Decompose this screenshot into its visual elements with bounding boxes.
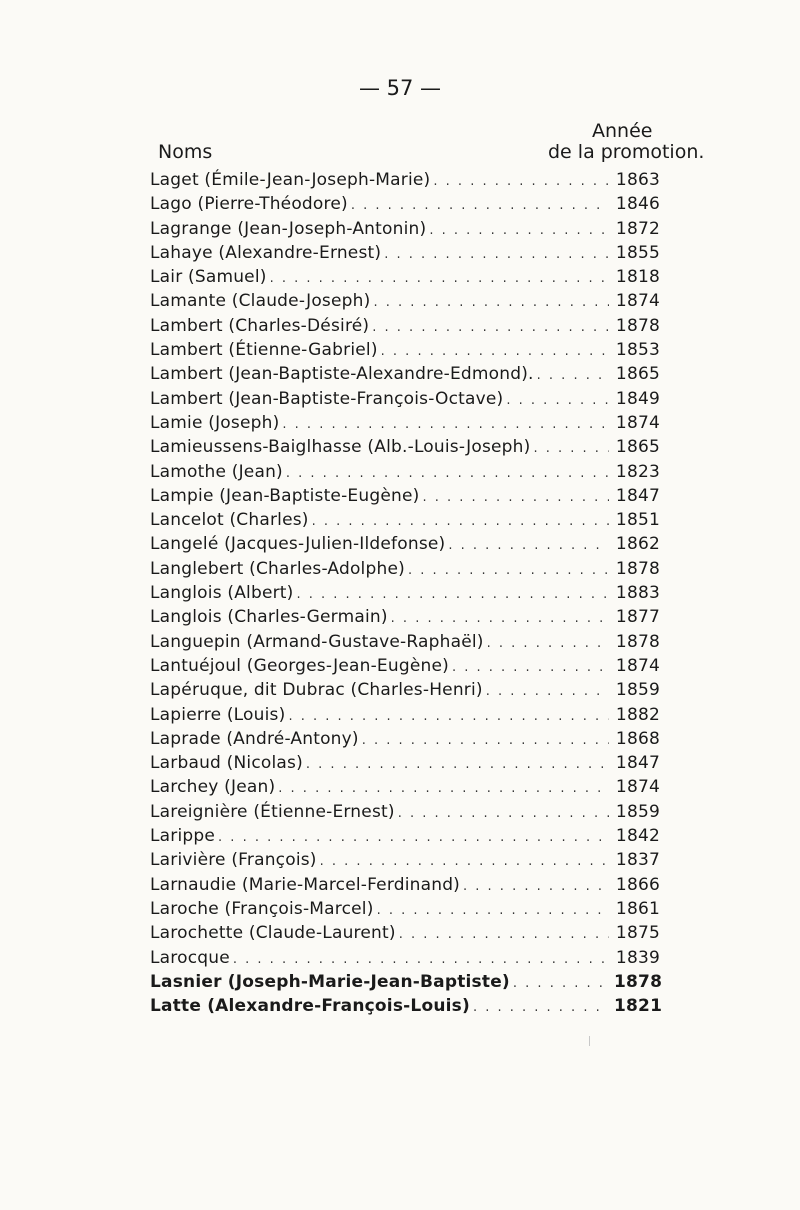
entry-name: Langlois (Charles-Germain) [150, 607, 388, 628]
dot-leader [399, 923, 609, 947]
page-number: — 57 — [358, 76, 442, 100]
dot-leader [218, 826, 609, 850]
dot-leader [537, 364, 609, 388]
list-item [150, 484, 660, 508]
dot-leader [422, 486, 609, 510]
list-item [150, 387, 660, 411]
dot-leader [398, 802, 609, 826]
list-item [150, 508, 660, 532]
entry-year: 1821 [614, 996, 663, 1017]
dot-leader [533, 437, 609, 461]
list-item [150, 581, 660, 605]
list-item [150, 168, 660, 192]
dot-leader [391, 607, 609, 631]
dot-leader [452, 656, 609, 680]
entry-year: 1874 [615, 291, 660, 312]
list-item [150, 751, 660, 775]
entry-name: Laprade (André-Antony) [150, 728, 359, 749]
entry-name: Larocque [150, 947, 230, 968]
entry-name: Larivière (François) [150, 850, 317, 871]
entry-name: Laget (Émile-Jean-Joseph-Marie) [150, 170, 431, 190]
list-item [150, 241, 660, 265]
dot-leader [278, 777, 609, 801]
entry-year: 1853 [615, 340, 660, 361]
entry-name: Languepin (Armand-Gustave-Raphaël) [150, 631, 484, 652]
entry-name: Lapierre (Louis) [150, 704, 286, 725]
entry-year: 1818 [615, 267, 660, 288]
entry-name: Lapéruque, dit Dubrac (Charles-Henri) [150, 680, 483, 701]
entry-year: 1846 [615, 194, 660, 215]
list-item [150, 678, 660, 702]
column-header-names: Noms [158, 141, 213, 163]
entry-name: Laroche (François-Marcel) [150, 898, 374, 919]
entry-list [150, 168, 663, 1018]
entry-year: 1883 [615, 583, 660, 604]
entry-year: 1865 [615, 437, 660, 458]
list-item [150, 557, 660, 581]
list-item [150, 703, 660, 727]
entry-name: Langelé (Jacques-Julien-Ildefonse) [150, 534, 446, 555]
entry-year: 1878 [615, 631, 660, 652]
dot-leader [487, 632, 609, 656]
entry-name: Larnaudie (Marie-Marcel-Ferdinand) [150, 874, 461, 895]
list-item [150, 338, 660, 362]
entry-year: 1842 [615, 826, 660, 847]
entry-year: 1878 [614, 971, 663, 992]
entry-year: 1849 [615, 388, 660, 409]
dot-leader [513, 972, 609, 996]
list-item [150, 630, 660, 654]
dot-leader [270, 267, 609, 291]
entry-name: Lahaye (Alexandre-Ernest) [150, 242, 382, 263]
entry-name: Lamie (Joseph) [150, 412, 280, 433]
entry-name: Lancelot (Charles) [150, 510, 309, 531]
entry-year: 1855 [615, 242, 660, 263]
dot-leader [233, 948, 609, 972]
entry-year: 1862 [615, 534, 660, 555]
entry-name: Lamothe (Jean) [150, 461, 283, 482]
entry-name: Lago (Pierre-Théodore) [150, 194, 348, 215]
dot-leader [282, 413, 609, 437]
list-item [150, 289, 660, 313]
column-header-year-line1: Année [592, 120, 653, 142]
entry-name: Langlois (Albert) [150, 583, 294, 604]
list-item [150, 970, 663, 994]
entry-year: 1865 [615, 364, 660, 385]
entry-name: Lambert (Jean-Baptiste-Alexandre-Edmond). [150, 364, 534, 385]
entry-year: 1847 [615, 753, 660, 774]
dot-leader [373, 291, 609, 315]
dot-leader [433, 170, 609, 194]
entry-name: Lambert (Étienne-Gabriel) [150, 340, 378, 361]
entry-year: 1861 [615, 898, 660, 919]
entry-year: 1875 [615, 923, 660, 944]
entry-year: 1866 [615, 874, 660, 895]
entry-year: 1823 [615, 461, 660, 482]
entry-year: 1874 [615, 777, 660, 798]
entry-year: 1874 [615, 412, 660, 433]
list-item [150, 873, 660, 897]
list-item [150, 800, 660, 824]
entry-name: Lambert (Charles-Désiré) [150, 315, 370, 336]
entry-name: Lagrange (Jean-Joseph-Antonin) [150, 218, 427, 239]
list-item [150, 192, 660, 216]
entry-year: 1863 [615, 170, 660, 190]
dot-leader [429, 219, 609, 243]
entry-year: 1878 [615, 315, 660, 336]
list-item [150, 994, 663, 1018]
entry-year: 1882 [615, 704, 660, 725]
dot-leader [312, 510, 609, 534]
entry-name: Larchey (Jean) [150, 777, 276, 798]
list-item [150, 775, 660, 799]
list-item [150, 824, 660, 848]
entry-year: 1859 [615, 801, 660, 822]
list-item [150, 654, 660, 678]
dot-leader [288, 705, 609, 729]
list-item [150, 848, 660, 872]
dot-leader [372, 316, 609, 340]
list-item [150, 435, 660, 459]
list-item [150, 265, 660, 289]
entry-name: Lamieussens-Baiglhasse (Alb.-Louis-Joseph) [150, 437, 531, 458]
dot-leader [381, 340, 609, 364]
dot-leader [486, 680, 609, 704]
entry-name: Lampie (Jean-Baptiste-Eugène) [150, 485, 420, 506]
list-item [150, 460, 660, 484]
dot-leader [463, 875, 609, 899]
list-item [150, 362, 660, 386]
dot-leader [448, 534, 609, 558]
dot-leader [306, 753, 609, 777]
list-item [150, 727, 660, 751]
list-item [150, 217, 660, 241]
list-item [150, 946, 660, 970]
entry-name: Larochette (Claude-Laurent) [150, 923, 396, 944]
entry-year: 1874 [615, 655, 660, 676]
entry-year: 1878 [615, 558, 660, 579]
list-item [150, 897, 660, 921]
list-item [150, 921, 660, 945]
entry-year: 1859 [615, 680, 660, 701]
list-item [150, 411, 660, 435]
entry-name: Lantuéjoul (Georges-Jean-Eugène) [150, 655, 449, 676]
entry-name: Larippe [150, 826, 216, 847]
entry-name: Lamante (Claude-Joseph) [150, 291, 371, 312]
entry-year: 1847 [615, 485, 660, 506]
entry-name: Lair (Samuel) [150, 267, 267, 288]
entry-year: 1837 [615, 850, 660, 871]
entry-year: 1839 [615, 947, 660, 968]
entry-year: 1877 [615, 607, 660, 628]
entry-name: Larbaud (Nicolas) [150, 753, 303, 774]
list-item [150, 605, 660, 629]
entry-name: Latte (Alexandre-François-Louis) [150, 996, 470, 1017]
list-item [150, 532, 660, 556]
dot-leader [377, 899, 609, 923]
dot-leader [506, 389, 609, 413]
dot-leader [408, 559, 609, 583]
dot-leader [286, 462, 609, 486]
dot-leader [473, 996, 609, 1020]
entry-year: 1872 [615, 218, 660, 239]
entry-name: Lareignière (Étienne-Ernest) [150, 801, 395, 822]
entry-name: Lambert (Jean-Baptiste-François-Octave) [150, 388, 504, 409]
stray-mark [589, 1036, 590, 1046]
dot-leader [362, 729, 609, 753]
list-item [150, 314, 660, 338]
entry-year: 1868 [615, 728, 660, 749]
dot-leader [384, 243, 609, 267]
entry-year: 1851 [615, 510, 660, 531]
entry-name: Lasnier (Joseph-Marie-Jean-Baptiste) [150, 971, 510, 992]
entry-name: Langlebert (Charles-Adolphe) [150, 558, 405, 579]
dot-leader [351, 194, 609, 218]
column-header-year-line2: de la promotion. [548, 141, 705, 163]
dot-leader [296, 583, 609, 607]
dot-leader [320, 850, 609, 874]
